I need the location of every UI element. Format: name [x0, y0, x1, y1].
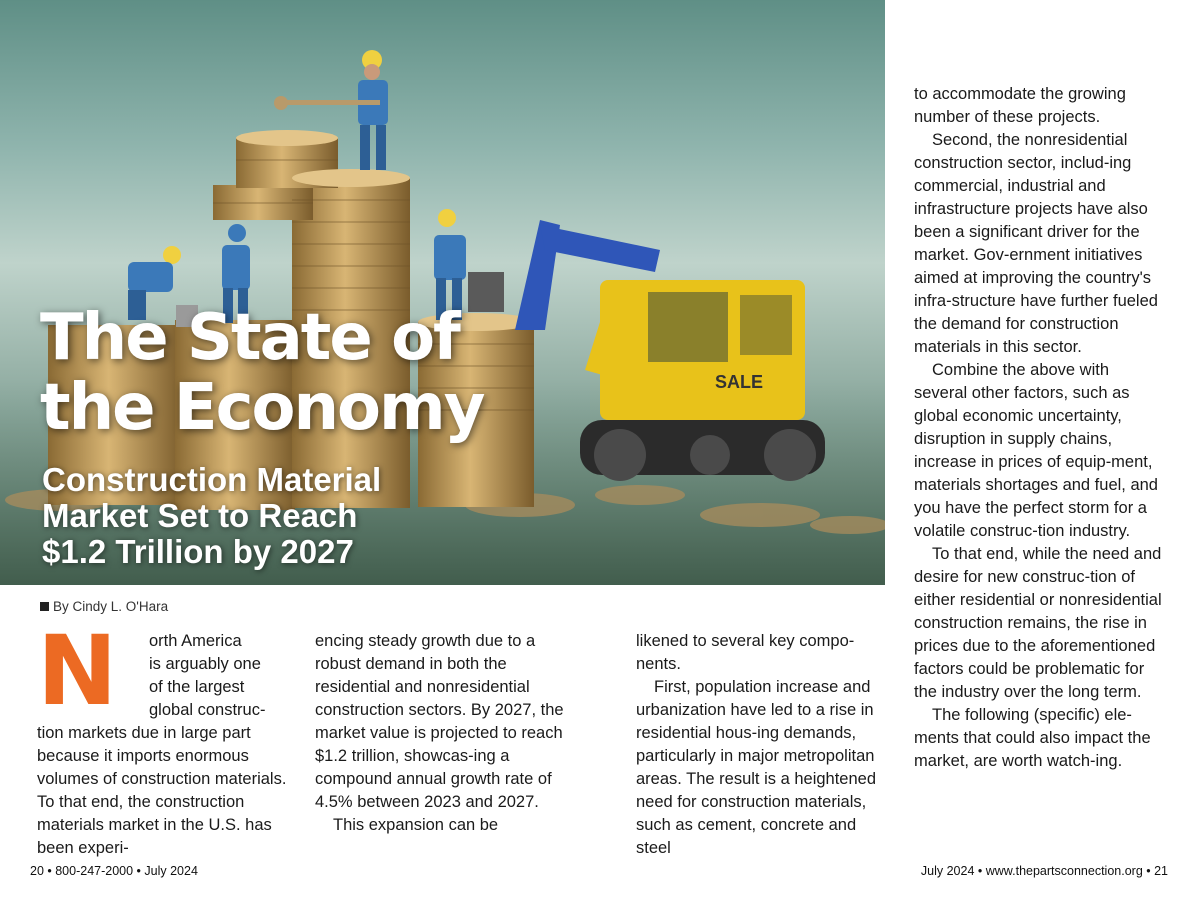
text-line: orth America	[149, 632, 242, 650]
paragraph: This expansion can be	[333, 816, 499, 834]
byline-text: By Cindy L. O'Hara	[53, 599, 169, 614]
paragraph: encing steady growth due to a robust demand in both the residential and nonresidential construction sectors. By 2027, the market value is projected to reach $1.2 trillion, showcas-ing a compound annual growth rate of 4.5% between 2023 and 2027.	[315, 632, 564, 811]
page-footer-right: July 2024 • www.thepartsconnection.org • 21	[920, 864, 1168, 878]
subheadline-line: Construction Material	[42, 461, 382, 498]
paragraph: To that end, while the need and desire for new construc-tion of either residential or nonresidential construction remains, the rise in prices due to the aforementioned factors could be problematic for the industry over the long term.	[914, 545, 1162, 701]
paragraph: likened to several key compo-nents.	[636, 632, 855, 673]
text-run: tion markets due in large part because it imports enormous volumes of construction materials. To that end, the construction materials market in the U.S. has been experi-	[37, 724, 287, 857]
hero-image	[0, 0, 885, 585]
headline-line: The State of	[40, 301, 459, 375]
byline	[40, 599, 168, 614]
article-column-1	[37, 615, 289, 860]
square-bullet-icon	[40, 602, 49, 611]
paragraph: First, population increase and urbanization have led to a rise in residential hous-ing demands, particularly in major metropolitan areas. The result is a heightened need for construction materials, such as cement, concrete and steel	[636, 678, 877, 857]
subheadline-line: $1.2 Trillion by 2027	[42, 533, 354, 570]
page-footer-left: 20 • 800-247-2000 • July 2024	[30, 864, 198, 878]
article-column-4	[914, 83, 1166, 773]
drop-cap: N	[37, 615, 114, 727]
headline-line: the Economy	[40, 371, 484, 445]
paragraph: to accommodate the growing number of these projects.	[914, 85, 1126, 126]
svg-text:SALE: SALE	[715, 372, 764, 392]
paragraph: Second, the nonresidential construction sector, includ-ing commercial, industrial and infrastructure projects have also been a significant driver for the market. Gov-ernment initiatives aimed at improving the country's infra-structure have further fueled the demand for construction materials in this sector.	[914, 131, 1158, 356]
article-subheadline	[42, 462, 472, 570]
text-line: is arguably one	[149, 655, 261, 673]
article-column-2	[315, 630, 567, 837]
article-column-3	[636, 630, 886, 860]
paragraph: Combine the above with several other factors, such as global economic uncertainty, disruption in supply chains, increase in prices of equip-ment, materials shortages and fuel, and you have the perfect storm for a volatile construc-tion industry.	[914, 361, 1158, 540]
subheadline-line: Market Set to Reach	[42, 497, 358, 534]
article-headline	[40, 303, 483, 443]
paragraph: The following (specific) ele-ments that could also impact the market, are worth watch-ing.	[914, 706, 1151, 770]
text-line: global construc-	[149, 701, 266, 719]
text-line: of the largest	[149, 678, 245, 696]
